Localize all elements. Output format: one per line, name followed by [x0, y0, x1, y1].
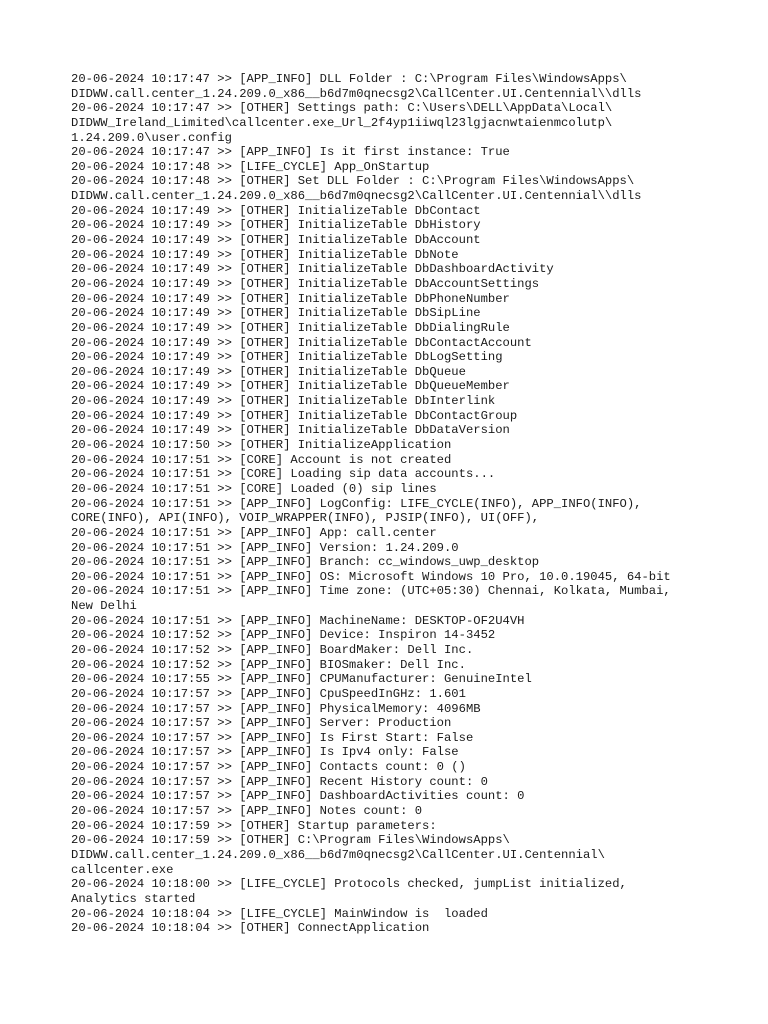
log-line: 20-06-2024 10:17:51 >> [CORE] Loaded (0) sip lines — [71, 481, 437, 496]
log-line: 20-06-2024 10:17:57 >> [APP_INFO] Server: Production — [71, 716, 452, 731]
log-line: 20-06-2024 10:17:52 >> [APP_INFO] BIOSmaker: Dell Inc. — [71, 657, 466, 672]
log-line: 20-06-2024 10:17:49 >> [OTHER] InitializeTable DbSipLine — [71, 306, 481, 321]
log-line: 20-06-2024 10:17:49 >> [OTHER] InitializeTable DbLogSetting — [71, 350, 503, 365]
log-line: 20-06-2024 10:17:51 >> [CORE] Loading sip data accounts... — [71, 467, 496, 482]
log-line: 20-06-2024 10:17:51 >> [APP_INFO] OS: Microsoft Windows 10 Pro, 10.0.19045, 64-bit — [71, 569, 671, 584]
log-line: DIDWW.call.center_1.24.209.0_x86__b6d7m0qnecsg2\CallCenter.UI.Centennial\\dlls — [71, 86, 642, 101]
log-line: CORE(INFO), API(INFO), VOIP_WRAPPER(INFO), PJSIP(INFO), UI(OFF), — [71, 511, 540, 526]
log-line: 1.24.209.0\user.config — [71, 130, 232, 145]
log-line: 20-06-2024 10:17:52 >> [APP_INFO] Device: Inspiron 14-3452 — [71, 628, 496, 643]
log-line: 20-06-2024 10:17:57 >> [APP_INFO] Is First Start: False — [71, 730, 474, 745]
log-line: 20-06-2024 10:18:00 >> [LIFE_CYCLE] Protocols checked, jumpList initialized, — [71, 877, 627, 892]
log-line: 20-06-2024 10:17:48 >> [LIFE_CYCLE] App_OnStartup — [71, 159, 430, 174]
log-line: 20-06-2024 10:17:51 >> [APP_INFO] Version: 1.24.209.0 — [71, 540, 459, 555]
log-line: 20-06-2024 10:17:49 >> [OTHER] InitializeTable DbDashboardActivity — [71, 262, 554, 277]
log-line: 20-06-2024 10:17:49 >> [OTHER] InitializeTable DbQueue — [71, 364, 466, 379]
log-line: 20-06-2024 10:17:51 >> [APP_INFO] Branch: cc_windows_uwp_desktop — [71, 555, 540, 570]
log-line: 20-06-2024 10:17:47 >> [OTHER] Settings path: C:\Users\DELL\AppData\Local\ — [71, 101, 613, 116]
log-line: 20-06-2024 10:18:04 >> [LIFE_CYCLE] MainWindow is loaded — [71, 906, 488, 921]
log-line: 20-06-2024 10:17:59 >> [OTHER] C:\Program Files\WindowsApps\ — [71, 833, 510, 848]
log-line: 20-06-2024 10:17:49 >> [OTHER] InitializeTable DbInterlink — [71, 394, 496, 409]
log-line: DIDWW_Ireland_Limited\callcenter.exe_Url_2f4yp1iiwql23lgjacnwtaienmcolutp\ — [71, 115, 613, 130]
log-line: 20-06-2024 10:17:49 >> [OTHER] InitializeTable DbContactAccount — [71, 335, 532, 350]
log-line: 20-06-2024 10:17:49 >> [OTHER] InitializeTable DbDataVersion — [71, 423, 510, 438]
log-line: 20-06-2024 10:17:57 >> [APP_INFO] PhysicalMemory: 4096MB — [71, 701, 481, 716]
log-line: 20-06-2024 10:17:49 >> [OTHER] InitializeTable DbContactGroup — [71, 408, 518, 423]
log-line: 20-06-2024 10:17:59 >> [OTHER] Startup parameters: — [71, 818, 437, 833]
log-line: 20-06-2024 10:17:57 >> [APP_INFO] DashboardActivities count: 0 — [71, 789, 525, 804]
log-line: 20-06-2024 10:18:04 >> [OTHER] ConnectApplication — [71, 921, 430, 936]
log-line: 20-06-2024 10:17:57 >> [APP_INFO] Notes count: 0 — [71, 804, 423, 819]
log-line: 20-06-2024 10:17:49 >> [OTHER] InitializeTable DbNote — [71, 247, 459, 262]
log-line: DIDWW.call.center_1.24.209.0_x86__b6d7m0qnecsg2\CallCenter.UI.Centennial\\dlls — [71, 189, 642, 204]
log-line: 20-06-2024 10:17:49 >> [OTHER] InitializeTable DbQueueMember — [71, 379, 510, 394]
log-line: 20-06-2024 10:17:52 >> [APP_INFO] BoardMaker: Dell Inc. — [71, 642, 474, 657]
log-line: 20-06-2024 10:17:48 >> [OTHER] Set DLL Folder : C:\Program Files\WindowsApps\ — [71, 174, 635, 189]
log-line: 20-06-2024 10:17:50 >> [OTHER] InitializeApplication — [71, 438, 452, 453]
log-line: 20-06-2024 10:17:51 >> [APP_INFO] MachineName: DESKTOP-OF2U4VH — [71, 613, 525, 628]
log-line: 20-06-2024 10:17:49 >> [OTHER] InitializeTable DbHistory — [71, 218, 481, 233]
log-line: 20-06-2024 10:17:51 >> [CORE] Account is not created — [71, 452, 452, 467]
log-line: 20-06-2024 10:17:49 >> [OTHER] InitializeTable DbAccount — [71, 233, 481, 248]
log-line: 20-06-2024 10:17:57 >> [APP_INFO] Recent History count: 0 — [71, 774, 488, 789]
log-line: 20-06-2024 10:17:49 >> [OTHER] InitializeTable DbAccountSettings — [71, 276, 540, 291]
log-line: 20-06-2024 10:17:49 >> [OTHER] InitializeTable DbDialingRule — [71, 320, 510, 335]
log-line: New Delhi — [71, 599, 137, 614]
log-line: 20-06-2024 10:17:51 >> [APP_INFO] LogConfig: LIFE_CYCLE(INFO), APP_INFO(INFO), — [71, 496, 642, 511]
log-line: 20-06-2024 10:17:57 >> [APP_INFO] Is Ipv4 only: False — [71, 745, 459, 760]
log-line: 20-06-2024 10:17:55 >> [APP_INFO] CPUManufacturer: GenuineIntel — [71, 672, 532, 687]
log-line: 20-06-2024 10:17:47 >> [APP_INFO] Is it first instance: True — [71, 145, 510, 160]
log-line: 20-06-2024 10:17:49 >> [OTHER] InitializeTable DbPhoneNumber — [71, 291, 510, 306]
log-line: Analytics started — [71, 891, 196, 906]
log-line: 20-06-2024 10:17:51 >> [APP_INFO] App: call.center — [71, 525, 437, 540]
log-line: callcenter.exe — [71, 862, 174, 877]
log-line: 20-06-2024 10:17:57 >> [APP_INFO] Contacts count: 0 () — [71, 760, 466, 775]
log-line: 20-06-2024 10:17:57 >> [APP_INFO] CpuSpeedInGHz: 1.601 — [71, 686, 466, 701]
log-line: DIDWW.call.center_1.24.209.0_x86__b6d7m0qnecsg2\CallCenter.UI.Centennial\ — [71, 847, 605, 862]
log-text-body — [71, 72, 711, 936]
log-line: 20-06-2024 10:17:47 >> [APP_INFO] DLL Folder : C:\Program Files\WindowsApps\ — [71, 72, 627, 86]
log-line: 20-06-2024 10:17:49 >> [OTHER] InitializeTable DbContact — [71, 203, 481, 218]
log-line: 20-06-2024 10:17:51 >> [APP_INFO] Time zone: (UTC+05:30) Chennai, Kolkata, Mumbai, — [71, 584, 671, 599]
